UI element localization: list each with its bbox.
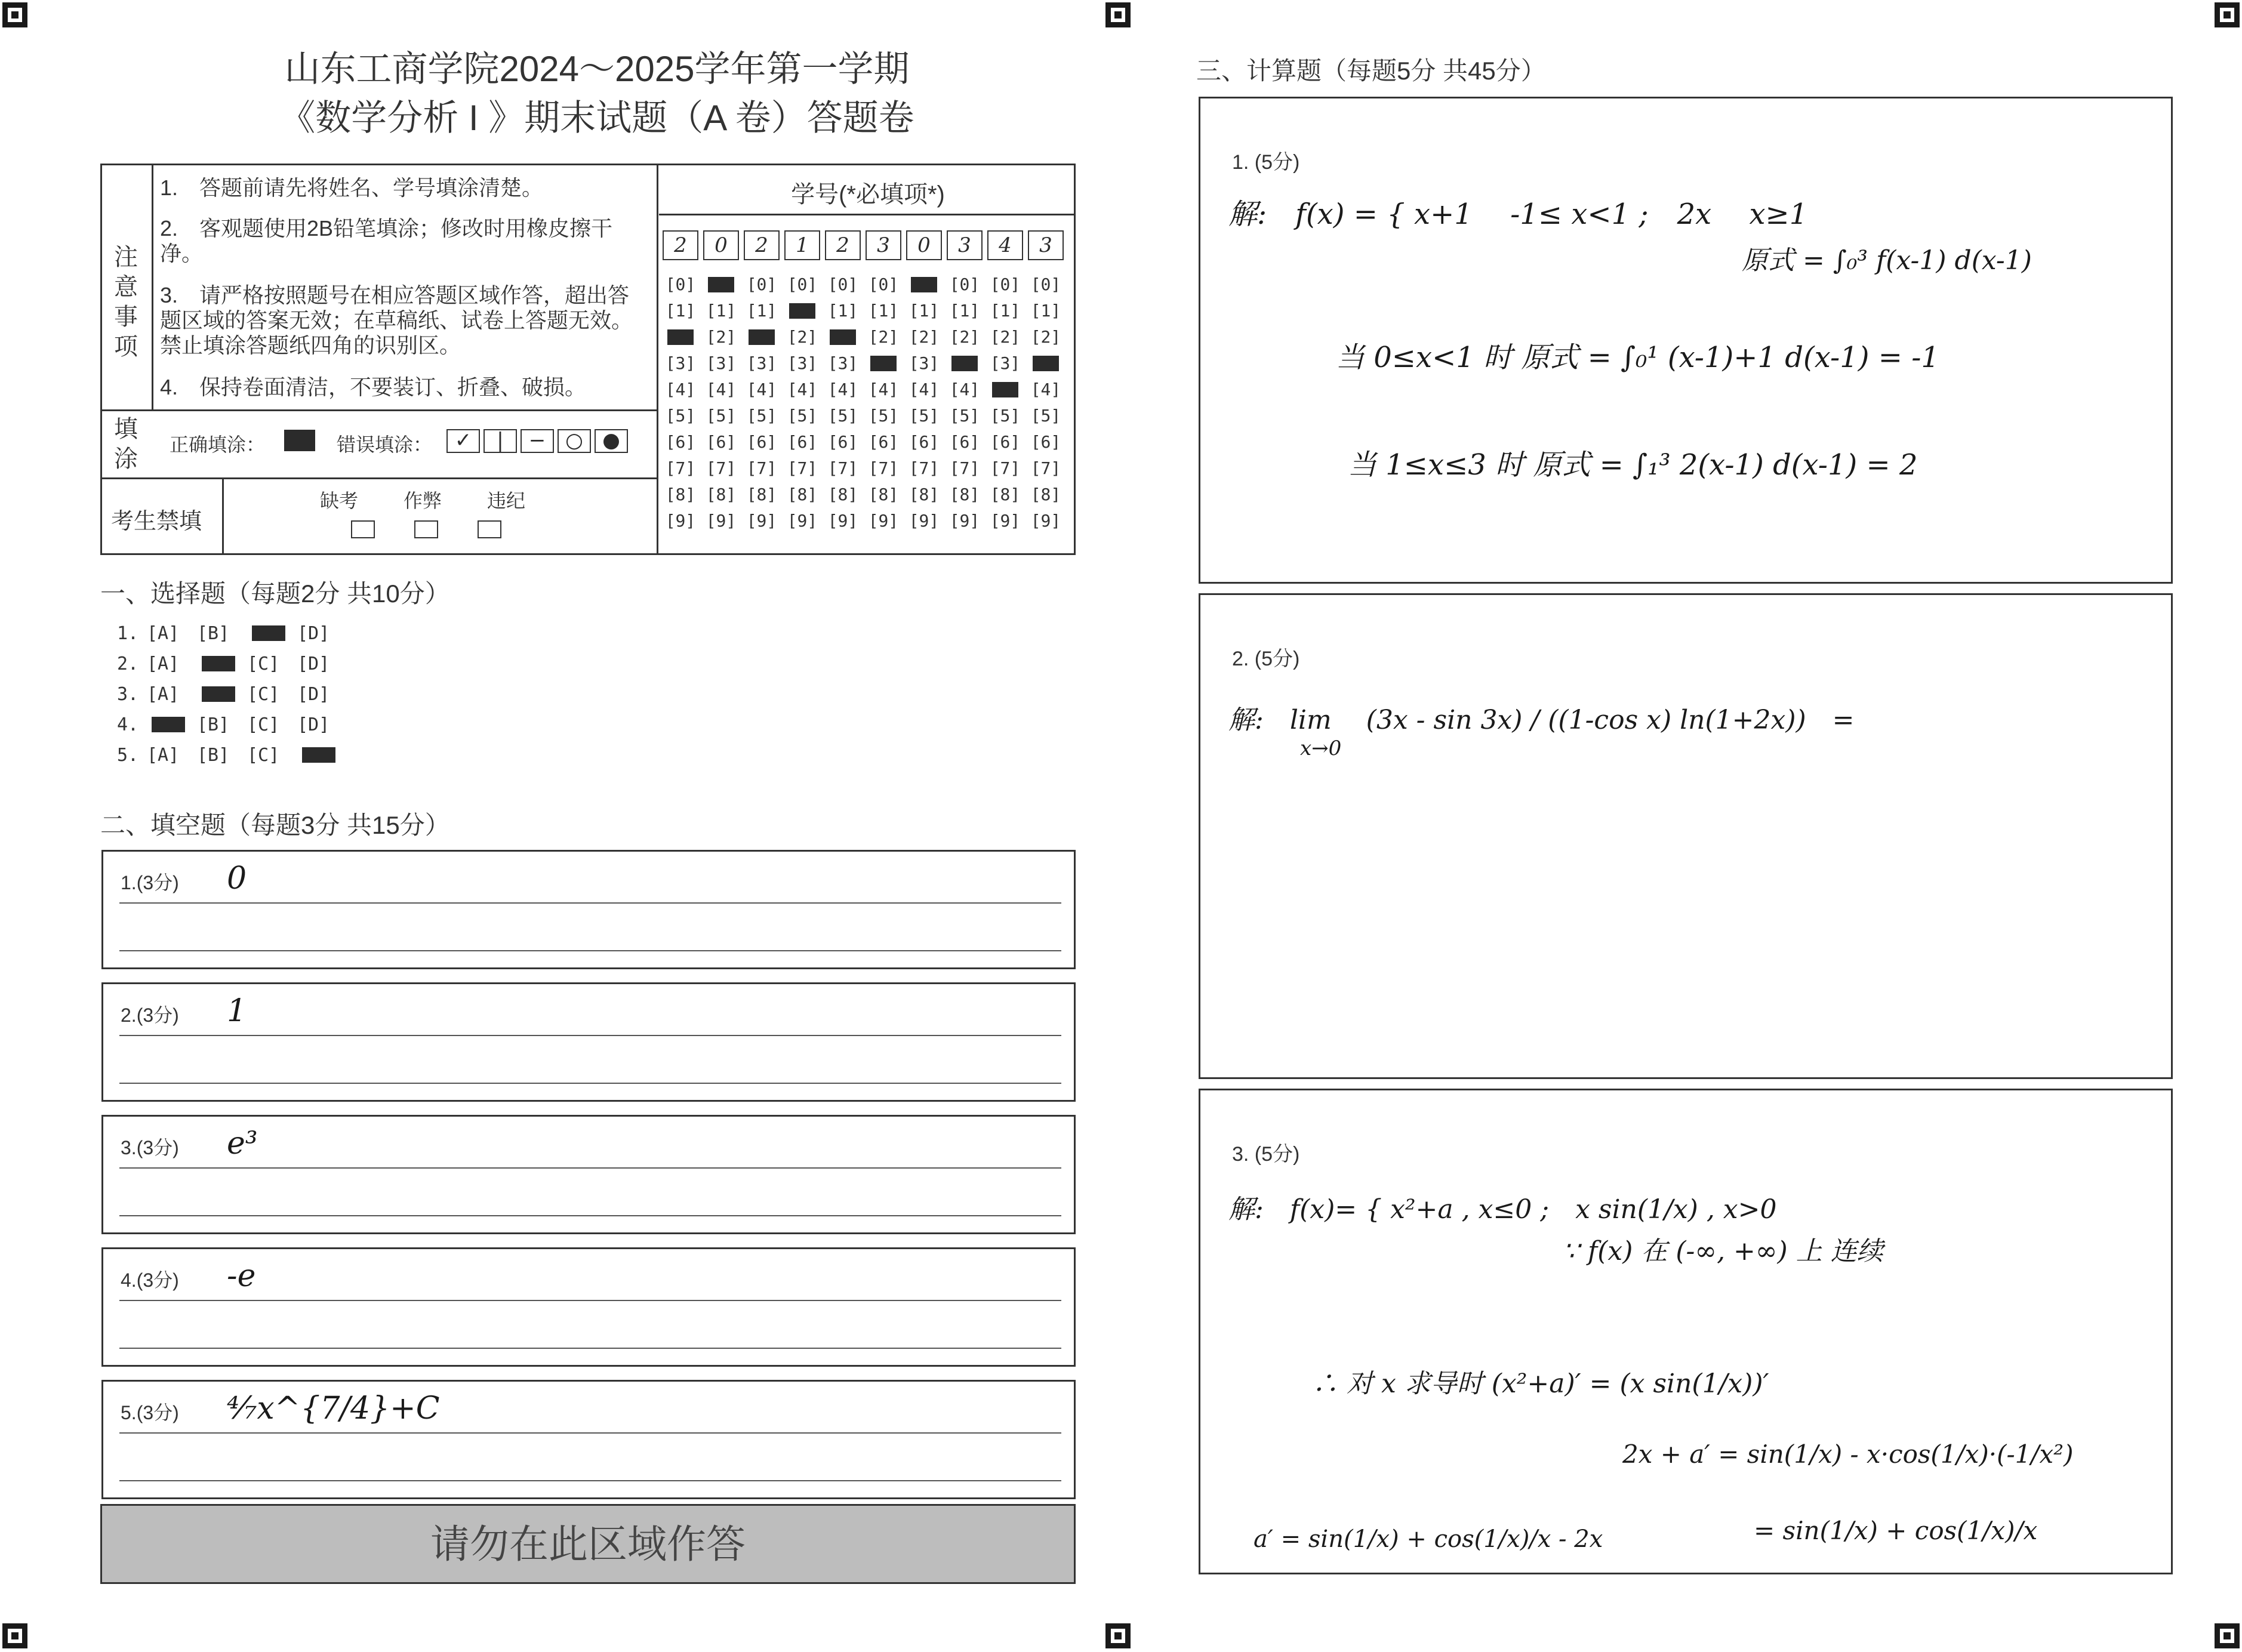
student-id-bubble[interactable]: [7]: [787, 458, 818, 478]
student-id-bubble[interactable]: [6]: [1030, 432, 1061, 452]
question-1-line-3: 当 0≤x<1 时 原式 = ∫₀¹ (x-1)+1 d(x-1) = -1: [1336, 341, 1939, 374]
student-id-bubble[interactable]: [9]: [706, 511, 737, 531]
mc-question-number: 1.: [117, 623, 139, 644]
answer-rule-line: [119, 1348, 1061, 1349]
mc-option-b[interactable]: [197, 684, 247, 705]
fill-guide-label: 填涂: [114, 416, 138, 472]
mc-option-d[interactable]: [297, 745, 347, 766]
student-id-bubble[interactable]: [1]: [827, 301, 858, 320]
mc-question-row: [117, 684, 347, 705]
student-id-bubble[interactable]: [946, 353, 984, 373]
mc-option-b[interactable]: [B]: [197, 714, 230, 735]
mc-question-number: 3.: [117, 684, 139, 705]
correct-fill-label: 正确填涂：: [170, 434, 266, 455]
student-id-bubble[interactable]: [5]: [949, 406, 980, 426]
mc-option-d[interactable]: [D]: [297, 684, 330, 705]
question-3-line-4: 2x + a′ = sin(1/x) - x·cos(1/x)·(-1/x²): [1622, 1440, 2074, 1469]
student-id-bubble[interactable]: [9]: [665, 511, 696, 531]
mc-option-b[interactable]: [B]: [197, 745, 230, 766]
student-id-bubble[interactable]: [4]: [868, 380, 899, 399]
student-id-bubble[interactable]: [6]: [827, 432, 858, 452]
student-id-bubble[interactable]: [8]: [665, 485, 696, 504]
blank-question-label: 5.(3分): [121, 1402, 179, 1423]
question-2-label: 2. (5分): [1232, 648, 1300, 670]
student-id-bubble[interactable]: [1027, 353, 1065, 373]
question-3-answer-area[interactable]: [1199, 1089, 2173, 1574]
question-2-line-2: x→0: [1300, 736, 1342, 760]
notice-item-4: 4. 保持卷面清洁，不要装订、折叠、破损。: [160, 375, 587, 399]
blank-handwritten-answer: 0: [227, 861, 247, 896]
student-id-bubble[interactable]: [5]: [1030, 406, 1061, 426]
mc-option-d[interactable]: [D]: [297, 623, 330, 644]
student-id-bubble[interactable]: [8]: [908, 485, 940, 504]
correct-fill-sample: [284, 430, 315, 451]
notice-item-3: 3. 请严格按照题号在相应答题区域作答，超出答题区域的答案无效；在草稿纸、试卷上答题无效。禁止填涂答题纸四角的识别区。: [160, 283, 633, 357]
answer-sheet-right-page: [1121, 0, 2242, 1652]
student-id-bubble[interactable]: [6]: [949, 432, 980, 452]
blank-question-label: 4.(3分): [121, 1269, 179, 1291]
student-id-bubble[interactable]: [6]: [787, 432, 818, 452]
student-id-bubble[interactable]: [7]: [706, 458, 737, 478]
student-id-bubble[interactable]: [864, 353, 903, 373]
mc-question-number: 4.: [117, 714, 139, 735]
student-id-bubble[interactable]: [5]: [990, 406, 1021, 426]
mc-question-row: [117, 654, 347, 674]
student-id-bubble[interactable]: [0]: [990, 275, 1021, 294]
mc-question-number: 5.: [117, 745, 139, 766]
student-id-bubble[interactable]: [8]: [990, 485, 1021, 504]
corner-registration-mark: [2, 1623, 27, 1648]
student-id-digit: 3: [947, 230, 983, 260]
student-id-bubble[interactable]: [8]: [746, 485, 777, 504]
blank-answer-box[interactable]: [101, 982, 1076, 1102]
student-id-bubble[interactable]: [6]: [908, 432, 940, 452]
student-id-digit: 0: [906, 230, 942, 260]
mc-option-c[interactable]: [C]: [247, 684, 280, 705]
student-id-bubble[interactable]: [0]: [665, 275, 696, 294]
student-id-bubble[interactable]: [4]: [706, 380, 737, 399]
student-id-bubble[interactable]: [6]: [868, 432, 899, 452]
mc-option-a[interactable]: [A]: [147, 623, 180, 644]
student-id-bubble[interactable]: [1]: [949, 301, 980, 320]
question-1-label: 1. (5分): [1232, 151, 1300, 174]
student-id-bubble[interactable]: [1]: [868, 301, 899, 320]
student-id-bubble[interactable]: [0]: [868, 275, 899, 294]
corner-registration-mark: [2215, 1623, 2240, 1648]
student-id-bubble[interactable]: [1]: [706, 301, 737, 320]
corner-registration-mark: [1105, 2, 1131, 27]
question-1-line-1: 解: f(x) = { x+1 -1≤ x<1 ; 2x x≥1: [1228, 198, 1808, 231]
question-3-line-2: ∵ f(x) 在 (-∞, +∞) 上 连续: [1563, 1236, 1883, 1266]
student-id-bubble[interactable]: [4]: [665, 380, 696, 399]
student-id-bubble[interactable]: [8]: [827, 485, 858, 504]
proctor-checkbox-cheating[interactable]: [414, 520, 438, 538]
student-id-bubble[interactable]: [7]: [868, 458, 899, 478]
mc-option-a[interactable]: [A]: [147, 684, 180, 705]
student-id-bubble[interactable]: [4]: [746, 380, 777, 399]
student-id-bubble[interactable]: [5]: [868, 406, 899, 426]
proctor-checkbox-violation[interactable]: [478, 520, 501, 538]
student-id-bubble[interactable]: [9]: [949, 511, 980, 531]
student-id-bubble[interactable]: [4]: [1030, 380, 1061, 399]
student-id-bubble[interactable]: [8]: [868, 485, 899, 504]
student-id-bubble[interactable]: [1]: [1030, 301, 1061, 320]
answer-rule-line: [119, 950, 1061, 951]
student-id-bubble[interactable]: [7]: [1030, 458, 1061, 478]
blank-handwritten-answer: e³: [227, 1126, 258, 1161]
question-2-answer-area[interactable]: [1199, 593, 2173, 1079]
student-id-bubble[interactable]: [6]: [746, 432, 777, 452]
question-1-line-4: 当 1≤x≤3 时 原式 = ∫₁³ 2(x-1) d(x-1) = 2: [1348, 448, 1918, 482]
notice-label: 注意事项: [114, 244, 138, 360]
student-id-bubble[interactable]: [905, 275, 943, 294]
mc-option-d[interactable]: [D]: [297, 714, 330, 735]
blank-question-label: 3.(3分): [121, 1137, 179, 1158]
mc-question-row: [117, 714, 347, 735]
wrong-fill-label: 错误填涂：: [337, 434, 433, 455]
student-id-digit: 1: [784, 230, 820, 260]
exam-title-line2: 《数学分析 I 》期末试题（A 卷）答题卷: [279, 98, 914, 138]
student-id-bubble[interactable]: [1]: [990, 301, 1021, 320]
student-id-bubble[interactable]: [8]: [787, 485, 818, 504]
student-id-digit: 2: [663, 230, 698, 260]
student-id-bubble[interactable]: [986, 380, 1024, 399]
proctor-label: 考生禁填: [111, 509, 202, 534]
student-id-bubble[interactable]: [5]: [827, 406, 858, 426]
corner-registration-mark: [2215, 2, 2240, 27]
question-3-line-3: ∴ 对 x 求导时 (x²+a)′ = (x sin(1/x))′: [1312, 1369, 1769, 1399]
mc-question-row: [117, 745, 347, 766]
student-id-bubble[interactable]: [4]: [908, 380, 940, 399]
student-id-bubble[interactable]: [5]: [746, 406, 777, 426]
student-id-bubble[interactable]: [9]: [787, 511, 818, 531]
mc-option-d[interactable]: [D]: [297, 654, 330, 674]
student-id-digit: 2: [744, 230, 780, 260]
answer-rule-line: [119, 1083, 1061, 1084]
student-id-bubble[interactable]: [5]: [706, 406, 737, 426]
blank-handwritten-answer: ⁴⁄₇x^{7/4}+C: [227, 1391, 440, 1426]
mc-option-a[interactable]: [A]: [147, 654, 180, 674]
proctor-checkbox-absent[interactable]: [351, 520, 375, 538]
student-id-bubble[interactable]: [6]: [665, 432, 696, 452]
student-id-bubble[interactable]: [4]: [949, 380, 980, 399]
section1-title: 一、选择题（每题2分 共10分）: [100, 580, 450, 608]
mc-option-c[interactable]: [247, 623, 297, 644]
student-id-bubble[interactable]: [9]: [1030, 511, 1061, 531]
student-id-bubble[interactable]: [2]: [868, 327, 899, 347]
student-id-digit: 4: [987, 230, 1023, 260]
notice-item-2: 2. 客观题使用2B铅笔填涂；修改时用橡皮擦干净。: [160, 216, 613, 266]
exam-title-line1: 山东工商学院2024～2025学年第一学期: [284, 49, 910, 89]
proctor-option-absent: 缺考: [320, 490, 359, 511]
question-3-line-5: = sin(1/x) + cos(1/x)/x: [1754, 1516, 2038, 1545]
student-id-bubble[interactable]: [4]: [827, 380, 858, 399]
answer-rule-line: [119, 1167, 1061, 1169]
notice-item-1: 1. 答题前请先将姓名、学号填涂清楚。: [160, 175, 544, 200]
student-id-bubble[interactable]: [2]: [949, 327, 980, 347]
proctor-option-violation: 违纪: [487, 490, 526, 511]
student-id-bubble[interactable]: [2]: [787, 327, 818, 347]
student-id-bubble[interactable]: [743, 327, 781, 347]
student-id-digit: 2: [825, 230, 861, 260]
mc-option-c[interactable]: [C]: [247, 654, 280, 674]
corner-registration-mark: [2, 2, 27, 27]
mc-option-a[interactable]: [A]: [147, 745, 180, 766]
question-3-line-1: 解: f(x)= { x²+a , x≤0 ; x sin(1/x) , x>0: [1228, 1194, 1777, 1225]
student-id-digit: 3: [1028, 230, 1064, 260]
student-id-bubble[interactable]: [2]: [908, 327, 940, 347]
student-id-bubble[interactable]: [702, 275, 740, 294]
student-id-bubble[interactable]: [3]: [990, 353, 1021, 373]
student-id-digit: 0: [703, 230, 739, 260]
no-answer-zone: 请勿在此区域作答: [100, 1504, 1076, 1584]
student-id-bubble[interactable]: [6]: [990, 432, 1021, 452]
student-id-bubble[interactable]: [4]: [787, 380, 818, 399]
student-id-bubble[interactable]: [0]: [787, 275, 818, 294]
student-id-bubble[interactable]: [1]: [908, 301, 940, 320]
student-id-bubble[interactable]: [2]: [706, 327, 737, 347]
student-id-bubble[interactable]: [7]: [827, 458, 858, 478]
question-1-line-2: 原式 = ∫₀³ f(x-1) d(x-1): [1742, 245, 2032, 276]
student-id-bubble[interactable]: [5]: [787, 406, 818, 426]
student-id-bubble[interactable]: [3]: [746, 353, 777, 373]
student-id-bubble[interactable]: [3]: [908, 353, 940, 373]
student-id-bubble[interactable]: [9]: [746, 511, 777, 531]
student-id-bubble[interactable]: [8]: [949, 485, 980, 504]
student-id-bubble[interactable]: [0]: [827, 275, 858, 294]
student-id-bubble[interactable]: [9]: [990, 511, 1021, 531]
blank-question-label: 1.(3分): [121, 872, 179, 893]
blank-handwritten-answer: -e: [227, 1258, 256, 1294]
answer-rule-line: [119, 1300, 1061, 1301]
student-id-bubble[interactable]: [8]: [706, 485, 737, 504]
question-2-line-1: 解: lim (3x - sin 3x) / ((1-cos x) ln(1+2x)) =: [1228, 705, 1855, 735]
mc-option-c[interactable]: [C]: [247, 714, 280, 735]
blank-handwritten-answer: 1: [227, 993, 247, 1029]
student-id-bubble[interactable]: [3]: [787, 353, 818, 373]
student-id-bubble[interactable]: [0]: [746, 275, 777, 294]
student-id-bubble[interactable]: [2]: [990, 327, 1021, 347]
student-id-digit: 3: [866, 230, 901, 260]
student-id-bubble[interactable]: [3]: [665, 353, 696, 373]
student-id-bubble[interactable]: [1]: [746, 301, 777, 320]
student-id-bubble[interactable]: [9]: [868, 511, 899, 531]
student-id-bubble[interactable]: [3]: [706, 353, 737, 373]
section2-title: 二、填空题（每题3分 共15分）: [100, 811, 450, 839]
student-id-bubble[interactable]: [7]: [746, 458, 777, 478]
student-id-bubble[interactable]: [7]: [908, 458, 940, 478]
mc-option-c[interactable]: [C]: [247, 745, 280, 766]
wrong-fill-samples: ✓ | − ○ ●: [446, 429, 628, 453]
student-id-bubble[interactable]: [1]: [665, 301, 696, 320]
student-id-bubble[interactable]: [7]: [990, 458, 1021, 478]
mc-option-b[interactable]: [197, 654, 247, 674]
student-id-bubble[interactable]: [0]: [1030, 275, 1061, 294]
proctor-option-cheating: 作弊: [404, 490, 442, 511]
answer-rule-line: [119, 1432, 1061, 1434]
question-3-label: 3. (5分): [1232, 1143, 1300, 1166]
mc-question-row: [117, 623, 347, 644]
student-id-bubble[interactable]: [7]: [665, 458, 696, 478]
mc-option-a[interactable]: [147, 714, 197, 735]
answer-rule-line: [119, 1035, 1061, 1036]
answer-rule-line: [119, 1480, 1061, 1481]
student-id-bubble[interactable]: [6]: [706, 432, 737, 452]
student-id-bubble[interactable]: [661, 327, 700, 347]
student-id-bubble[interactable]: [5]: [665, 406, 696, 426]
student-id-bubble[interactable]: [3]: [827, 353, 858, 373]
student-id-bubble[interactable]: [0]: [949, 275, 980, 294]
section3-title: 三、计算题（每题5分 共45分）: [1196, 57, 1546, 85]
student-id-bubble[interactable]: [2]: [1030, 327, 1061, 347]
student-id-bubble[interactable]: [9]: [827, 511, 858, 531]
student-id-bubble[interactable]: [5]: [908, 406, 940, 426]
question-3-line-6: a′ = sin(1/x) + cos(1/x)/x - 2x: [1254, 1525, 1603, 1553]
student-id-bubble[interactable]: [824, 327, 862, 347]
student-id-bubble[interactable]: [8]: [1030, 485, 1061, 504]
student-id-title: 学号(*必填项*): [791, 181, 945, 208]
mc-option-b[interactable]: [B]: [197, 623, 230, 644]
student-id-bubble[interactable]: [9]: [908, 511, 940, 531]
mc-question-number: 2.: [117, 654, 139, 674]
student-id-bubble[interactable]: [7]: [949, 458, 980, 478]
blank-question-label: 2.(3分): [121, 1004, 179, 1026]
blank-answer-box[interactable]: [101, 850, 1076, 969]
answer-rule-line: [119, 902, 1061, 904]
answer-rule-line: [119, 1215, 1061, 1216]
student-id-bubble[interactable]: [783, 301, 821, 320]
corner-registration-mark: [1105, 1623, 1131, 1648]
